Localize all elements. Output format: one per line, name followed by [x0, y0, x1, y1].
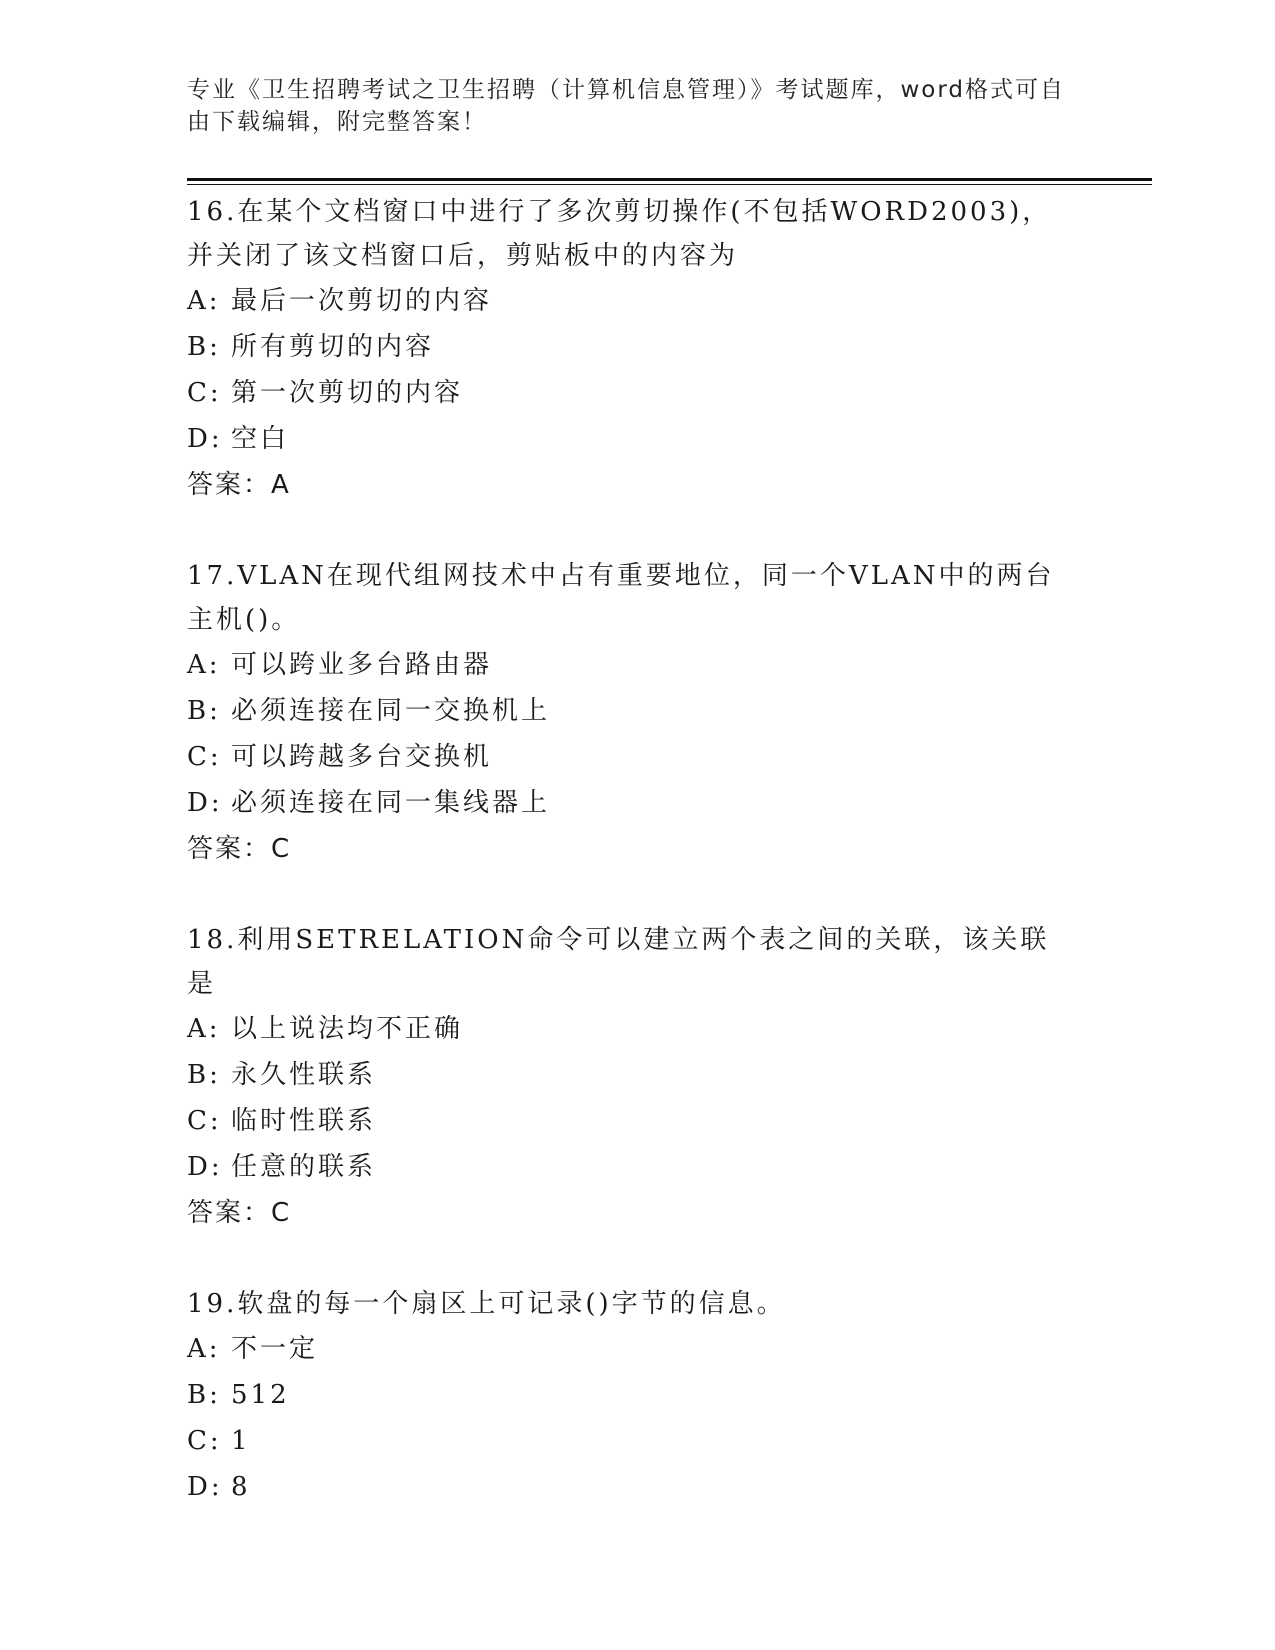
header-divider-thin: [187, 184, 1152, 185]
option-text: 可以跨越多台交换机: [231, 742, 493, 772]
option-text: 空白: [231, 424, 290, 454]
option-text: 第一次剪切的内容: [231, 378, 464, 408]
option-key: A:: [187, 650, 221, 680]
question-stem: 17.VLAN在现代组网技术中占有重要地位，同一个VLAN中的两台主机()。: [187, 561, 1055, 635]
option-text: 任意的联系: [231, 1152, 377, 1182]
option-text: 512: [231, 1380, 290, 1410]
option-a: [187, 278, 1067, 324]
option-key: B:: [187, 696, 221, 726]
option-c: [187, 370, 1067, 416]
question-list: [187, 190, 1067, 1556]
option-key: A:: [187, 1014, 221, 1044]
option-key: C:: [187, 742, 222, 772]
question-17: [187, 554, 1067, 872]
option-b: [187, 1372, 1067, 1418]
option-text: 可以跨业多台路由器: [231, 650, 493, 680]
option-text: 所有剪切的内容: [231, 332, 435, 362]
option-text: 必须连接在同一交换机上: [231, 696, 551, 726]
document-header: 专业《卫生招聘考试之卫生招聘（计算机信息管理）》考试题库，word格式可自由下载编辑，附完整答案！: [187, 77, 1066, 135]
option-d: [187, 780, 1067, 826]
option-text: 永久性联系: [231, 1060, 377, 1090]
option-b: [187, 1052, 1067, 1098]
question-stem: 19.软盘的每一个扇区上可记录()字节的信息。: [187, 1289, 786, 1319]
option-key: B:: [187, 1060, 221, 1090]
option-key: D:: [187, 424, 223, 454]
option-key: B:: [187, 1380, 221, 1410]
option-c: [187, 734, 1067, 780]
option-c: [187, 1418, 1067, 1464]
option-b: [187, 324, 1067, 370]
answer-line: 答案：C: [187, 1198, 292, 1228]
question-16: [187, 190, 1067, 508]
question-18: [187, 918, 1067, 1236]
option-text: 以上说法均不正确: [231, 1014, 464, 1044]
option-text: 必须连接在同一集线器上: [231, 788, 551, 818]
option-text: 最后一次剪切的内容: [231, 286, 493, 316]
option-key: C:: [187, 378, 222, 408]
option-key: C:: [187, 1426, 222, 1456]
option-text: 临时性联系: [231, 1106, 377, 1136]
question-stem: 18.利用SETRELATION命令可以建立两个表之间的关联，该关联是: [187, 925, 1050, 999]
option-key: A:: [187, 286, 221, 316]
option-key: D:: [187, 788, 223, 818]
question-stem: 16.在某个文档窗口中进行了多次剪切操作(不包括WORD2003)，并关闭了该文档窗口后，剪贴板中的内容为: [187, 197, 1052, 271]
option-a: [187, 642, 1067, 688]
header-divider-thick: [187, 178, 1152, 181]
option-key: C:: [187, 1106, 222, 1136]
answer-line: 答案：C: [187, 834, 292, 864]
option-a: [187, 1006, 1067, 1052]
option-text: 1: [231, 1426, 251, 1456]
option-a: [187, 1326, 1067, 1372]
option-b: [187, 688, 1067, 734]
answer-line: 答案：A: [187, 470, 291, 500]
option-text: 不一定: [231, 1334, 319, 1364]
option-key: D:: [187, 1472, 223, 1502]
option-key: A:: [187, 1334, 221, 1364]
option-c: [187, 1098, 1067, 1144]
option-d: [187, 1144, 1067, 1190]
option-text: 8: [231, 1472, 251, 1502]
option-key: B:: [187, 332, 221, 362]
option-d: [187, 416, 1067, 462]
option-key: D:: [187, 1152, 223, 1182]
option-d: [187, 1464, 1067, 1510]
question-19: [187, 1282, 1067, 1510]
